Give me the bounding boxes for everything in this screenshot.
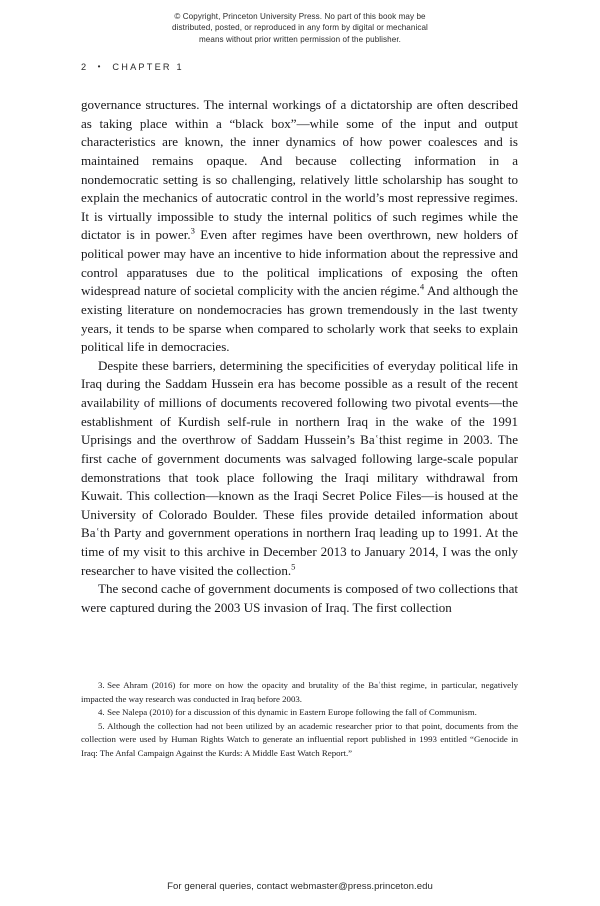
- footnote-item: [81, 679, 518, 706]
- footnote-reference-3[interactable]: 3: [190, 226, 195, 237]
- running-head: [81, 62, 184, 72]
- footnote-text: See Nalepa (2010) for a discussion of this dynamic in Eastern Europe following the fall of Communism.: [107, 707, 477, 718]
- footnote-reference-5[interactable]: 5: [291, 561, 296, 572]
- paragraph-continuation: [81, 96, 518, 357]
- footnote-number: 5.: [98, 720, 105, 731]
- copyright-notice: [128, 11, 472, 45]
- paragraph-1-text-c: And although the existing literature on nondemocracies has grown tremendously in the last twenty years, it tends to be sparse when compared to scholarly work that seeks to explain political life in democracies.: [81, 283, 518, 355]
- paragraph-2: [81, 357, 518, 581]
- footnotes-section: [81, 679, 518, 761]
- footer-contact-text: For general queries, contact webmaster@press.princeton.edu: [167, 881, 433, 892]
- paragraph-2-text: Despite these barriers, determining the specificities of everyday political life in Iraq during the Saddam Hussein era has become possible as a result of the recent availability of millions of documents recovered following two pivotal events—the establishment of Kurdish self-rule in northern Iraq in the wake of the 1991 Uprisings and the overthrow of Saddam Hussein’s Baʿthist regime in 2003. The first cache of government documents was salvaged following large-scale popular demonstrations that took place following the Iraqi military withdrawal from Kuwait. This collection—known as the Iraqi Secret Police Files—is housed at the University of Colorado Boulder. These files provide detailed information about Baʿth Party and government operations in northern Iraq leading up to 1991. At the time of my visit to this archive in December 2013 to January 2014, I was the only researcher to have visited the collection.: [81, 357, 518, 578]
- footnote-reference-4[interactable]: 4: [419, 281, 425, 292]
- bullet-separator-icon: •: [97, 61, 103, 71]
- paragraph-3: The second cache of government documents is composed of two collections that were captured during the 2003 US invasion of Iraq. The first collection: [81, 581, 518, 615]
- chapter-title: CHAPTER 1: [112, 62, 184, 72]
- footnote-text: Although the collection had not been utilized by an academic researcher prior to that point, documents from the collection were used by Human Rights Watch to generate an influential report published in 1993 entitled “Genocide in Iraq: The Anfal Campaign Against the Kurds: A Middle East Watch Report.”: [81, 720, 518, 758]
- page-number: 2: [81, 62, 87, 72]
- body-text: [81, 96, 518, 618]
- copyright-line-3: means without prior written permission of the publisher.: [198, 34, 402, 44]
- footnote-text: See Ahram (2016) for more on how the opacity and brutality of the Baʿthist regime, in particular, negatively impacted the way research was conducted in Iraq before 2003.: [81, 680, 518, 704]
- paragraph-1-text-a: governance structures. The internal workings of a dictatorship are often described as taking place within a “black box”—while some of the input and output characteristics are known, the inner dynamics of how power coalesces and is maintained remains opaque. And because collecting information in a nondemocratic setting is so challenging, relatively little scholarship has sought to explain the mechanics of autocratic control in the world’s most repressive regimes. It is virtually impossible to study the internal politics of such regimes while the dictator is in power.: [81, 97, 518, 243]
- page-footer: [0, 881, 600, 892]
- footnote-number: 3.: [98, 680, 105, 690]
- footnote-number: 4.: [98, 707, 105, 718]
- footnote-item: [81, 706, 518, 720]
- footnote-item: [81, 720, 518, 761]
- paragraph-1-text-b: Even after regimes have been overthrown, new holders of political power may have an incentive to hide information about the repressive and control apparatuses due to the political implications of exposing the often widespread nature of societal complicity with the ancien régime.: [81, 227, 518, 299]
- copyright-line-2: distributed, posted, or reproduced in any form by digital or mechanical: [172, 23, 428, 33]
- copyright-line-1: © Copyright, Princeton University Press. No part of this book may be: [174, 12, 426, 21]
